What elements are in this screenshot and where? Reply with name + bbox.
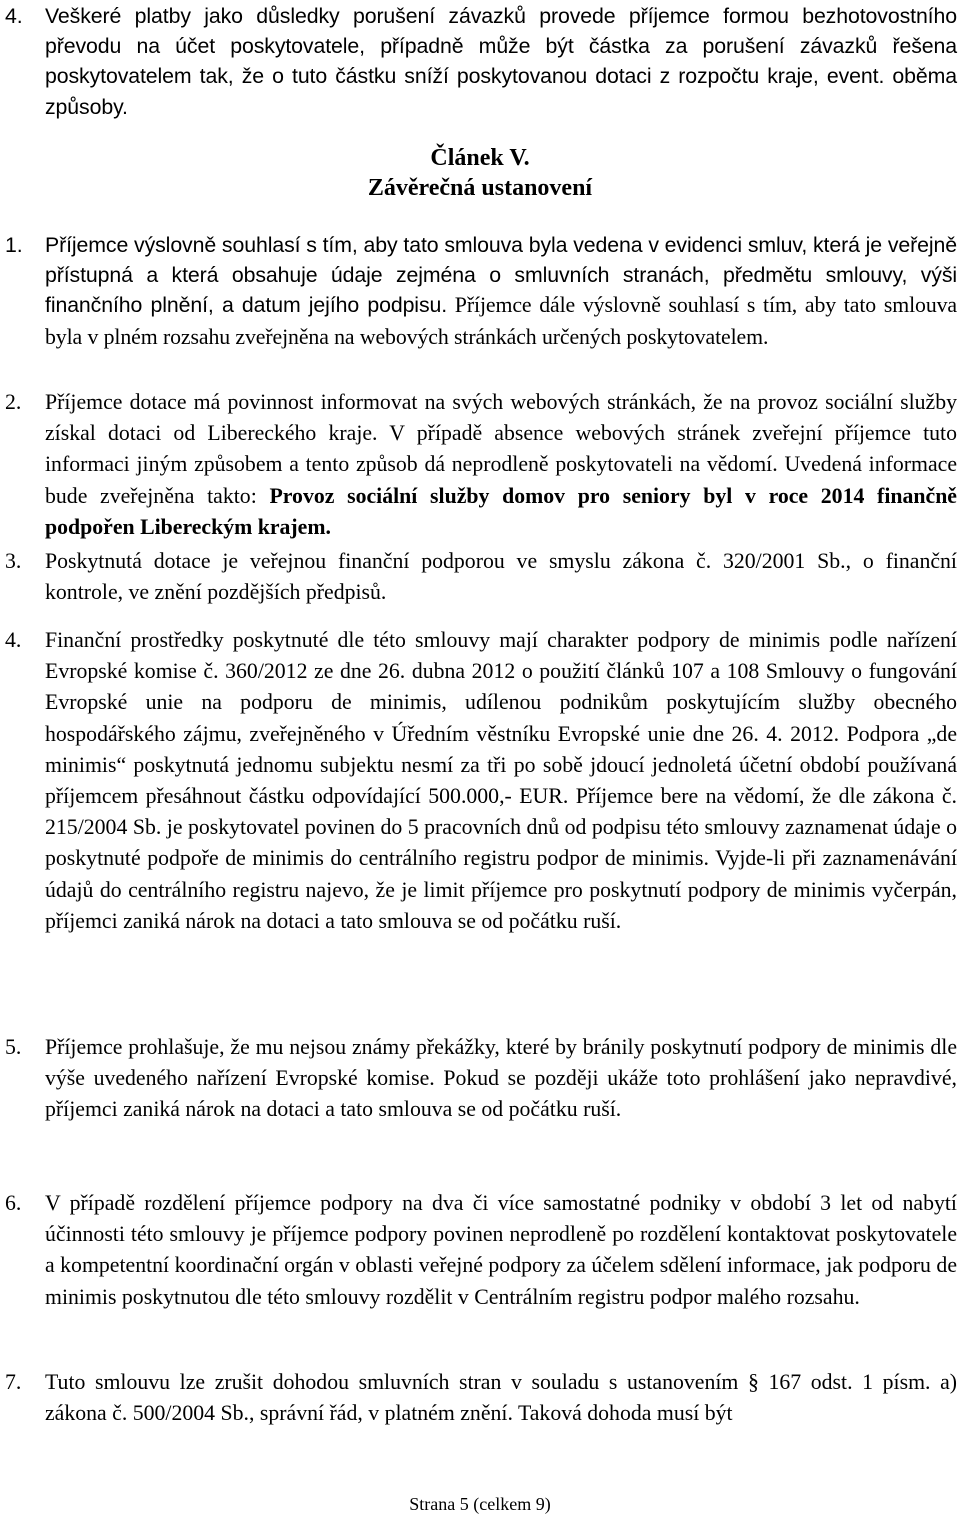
paragraph-item-6 [5,1188,957,1313]
paragraph-text-sans: Příjemce výslovně souhlasí s tím, aby tato smlouva byla vedena v evidenci smluv, která je veřejně přístupná a která obsahuje údaje zejména o smluvních stranách, předmětu smlouvy, výši finančního plnění, a datum jejího podpisu. [45,233,958,318]
paragraph-text [45,387,957,543]
paragraph-text: Tuto smlouvu lze zrušit dohodou smluvních stran v souladu s ustanovením § 167 odst. 1 písm. a) zákona č. 500/2004 Sb., správní řád, v platném znění. Taková dohoda musí být [45,1370,957,1426]
paragraph-number: 7. [5,1370,22,1394]
paragraph-text: V případě rozdělení příjemce podpory na dva či více samostatné podniky v období 3 let od nabytí účinnosti této smlouvy je příjemce podpory povinen neprodleně po rozdělení kontaktovat poskytovatele a kompetentní koordinační orgán v oblasti veřejné podpory za účelem sdělení informace, jak podporu de minimis poskytnutou dle této smlouvy rozdělit v Centrálním registru podpor malého rozsahu. [45,1191,957,1309]
paragraph-text-bold: Provoz sociální služby domov pro seniory byl v roce 2014 finančně podpořen Libereckým krajem. [45,483,957,539]
paragraph-number: 4. [5,4,23,28]
paragraph-number: 5. [5,1035,22,1059]
paragraph-text: Poskytnutá dotace je veřejnou finanční podporou ve smyslu zákona č. 320/2001 Sb., o finanční kontrole, ve znění pozdějších předpisů. [45,549,957,605]
paragraph-text-serif: Příjemce dále výslovně souhlasí s tím, aby tato smlouva byla v plném rozsahu zveřejněna na webových stránkách určených poskytovatelem. [45,293,958,349]
page-footer: Strana 5 (celkem 9) [409,1494,551,1514]
paragraph-item-7 [5,1367,957,1429]
paragraph-item-4 [5,625,957,937]
article-subtitle: Závěrečná ustanovení [367,175,593,201]
paragraph-number: 6. [5,1191,22,1215]
paragraph-section-4 [5,1,957,122]
paragraph-number: 1. [5,233,23,257]
paragraph-number: 2. [5,390,22,414]
paragraph-text: Příjemce prohlašuje, že mu nejsou známy překážky, které by bránily poskytnutí podpory de minimis dle výše uvedeného nařízení Evropské komise. Pokud se později ukáže toto prohlášení jako nepravdivé, příjemci zaniká nárok na dotaci a tato smlouva se od počátku ruší. [45,1035,957,1122]
paragraph-item-5 [5,1032,957,1126]
paragraph-item-2 [5,387,957,543]
paragraph-number: 3. [5,549,22,573]
article-title: Článek V. [430,145,530,171]
paragraph-text [45,230,957,353]
paragraph-item-3 [5,546,957,608]
paragraph-text: Veškeré platby jako důsledky porušení závazků provede příjemce formou bezhotovostního převodu na účet poskytovatele, případně může být částka za porušení závazků řešena poskytovatelem tak, že o tuto částku sníží poskytovanou dotaci z rozpočtu kraje, event. oběma způsoby. [45,4,957,119]
paragraph-number: 4. [5,628,22,652]
paragraph-text: Finanční prostředky poskytnuté dle této smlouvy mají charakter podpory de minimis podle nařízení Evropské komise č. 360/2012 ze dne 26. dubna 2012 o použití článků 107 a 108 Smlouvy o fungování Evropské unie na podporu de minimis, udílenou podnikům poskytujícím služby obecného hospodářského zájmu, zveřejněného v Úředním věstníku Evropské unie dne 26. 4. 2012. Podpora „de minimis“ poskytnutá jednomu subjektu nesmí za tři po sobě jdoucí jednoletá účetní období používaná příjemcem přesáhnout částku odpovídající 500.000,- EUR. Příjemce bere na vědomí, že dle zákona č. 215/2004 Sb. je poskytovatel povinen do 5 pracovních dnů od podpisu této smlouvy zaznamenat údaje o poskytnuté podpoře de minimis do centrálního registru podpor de minimis. Vyjde-li při zaznamenávání údajů do centrálního registru najevo, že je limit příjemce pro poskytnutí podpory de minimis vyčerpán, příjemci zaniká nárok na dotaci a tato smlouva se od počátku ruší. [45,628,957,933]
paragraph-item-1 [5,230,957,353]
paragraph-text-regular: Příjemce dotace má povinnost informovat na svých webových stránkách, že na provoz sociální služby získal dotaci od Libereckého kraje. V případě absence webových stránek zveřejní příjemce tuto informaci jiným způsobem a tento způsob dá neprodleně poskytovateli na vědomí. Uvedená informace bude zveřejněna takto: [45,390,957,508]
